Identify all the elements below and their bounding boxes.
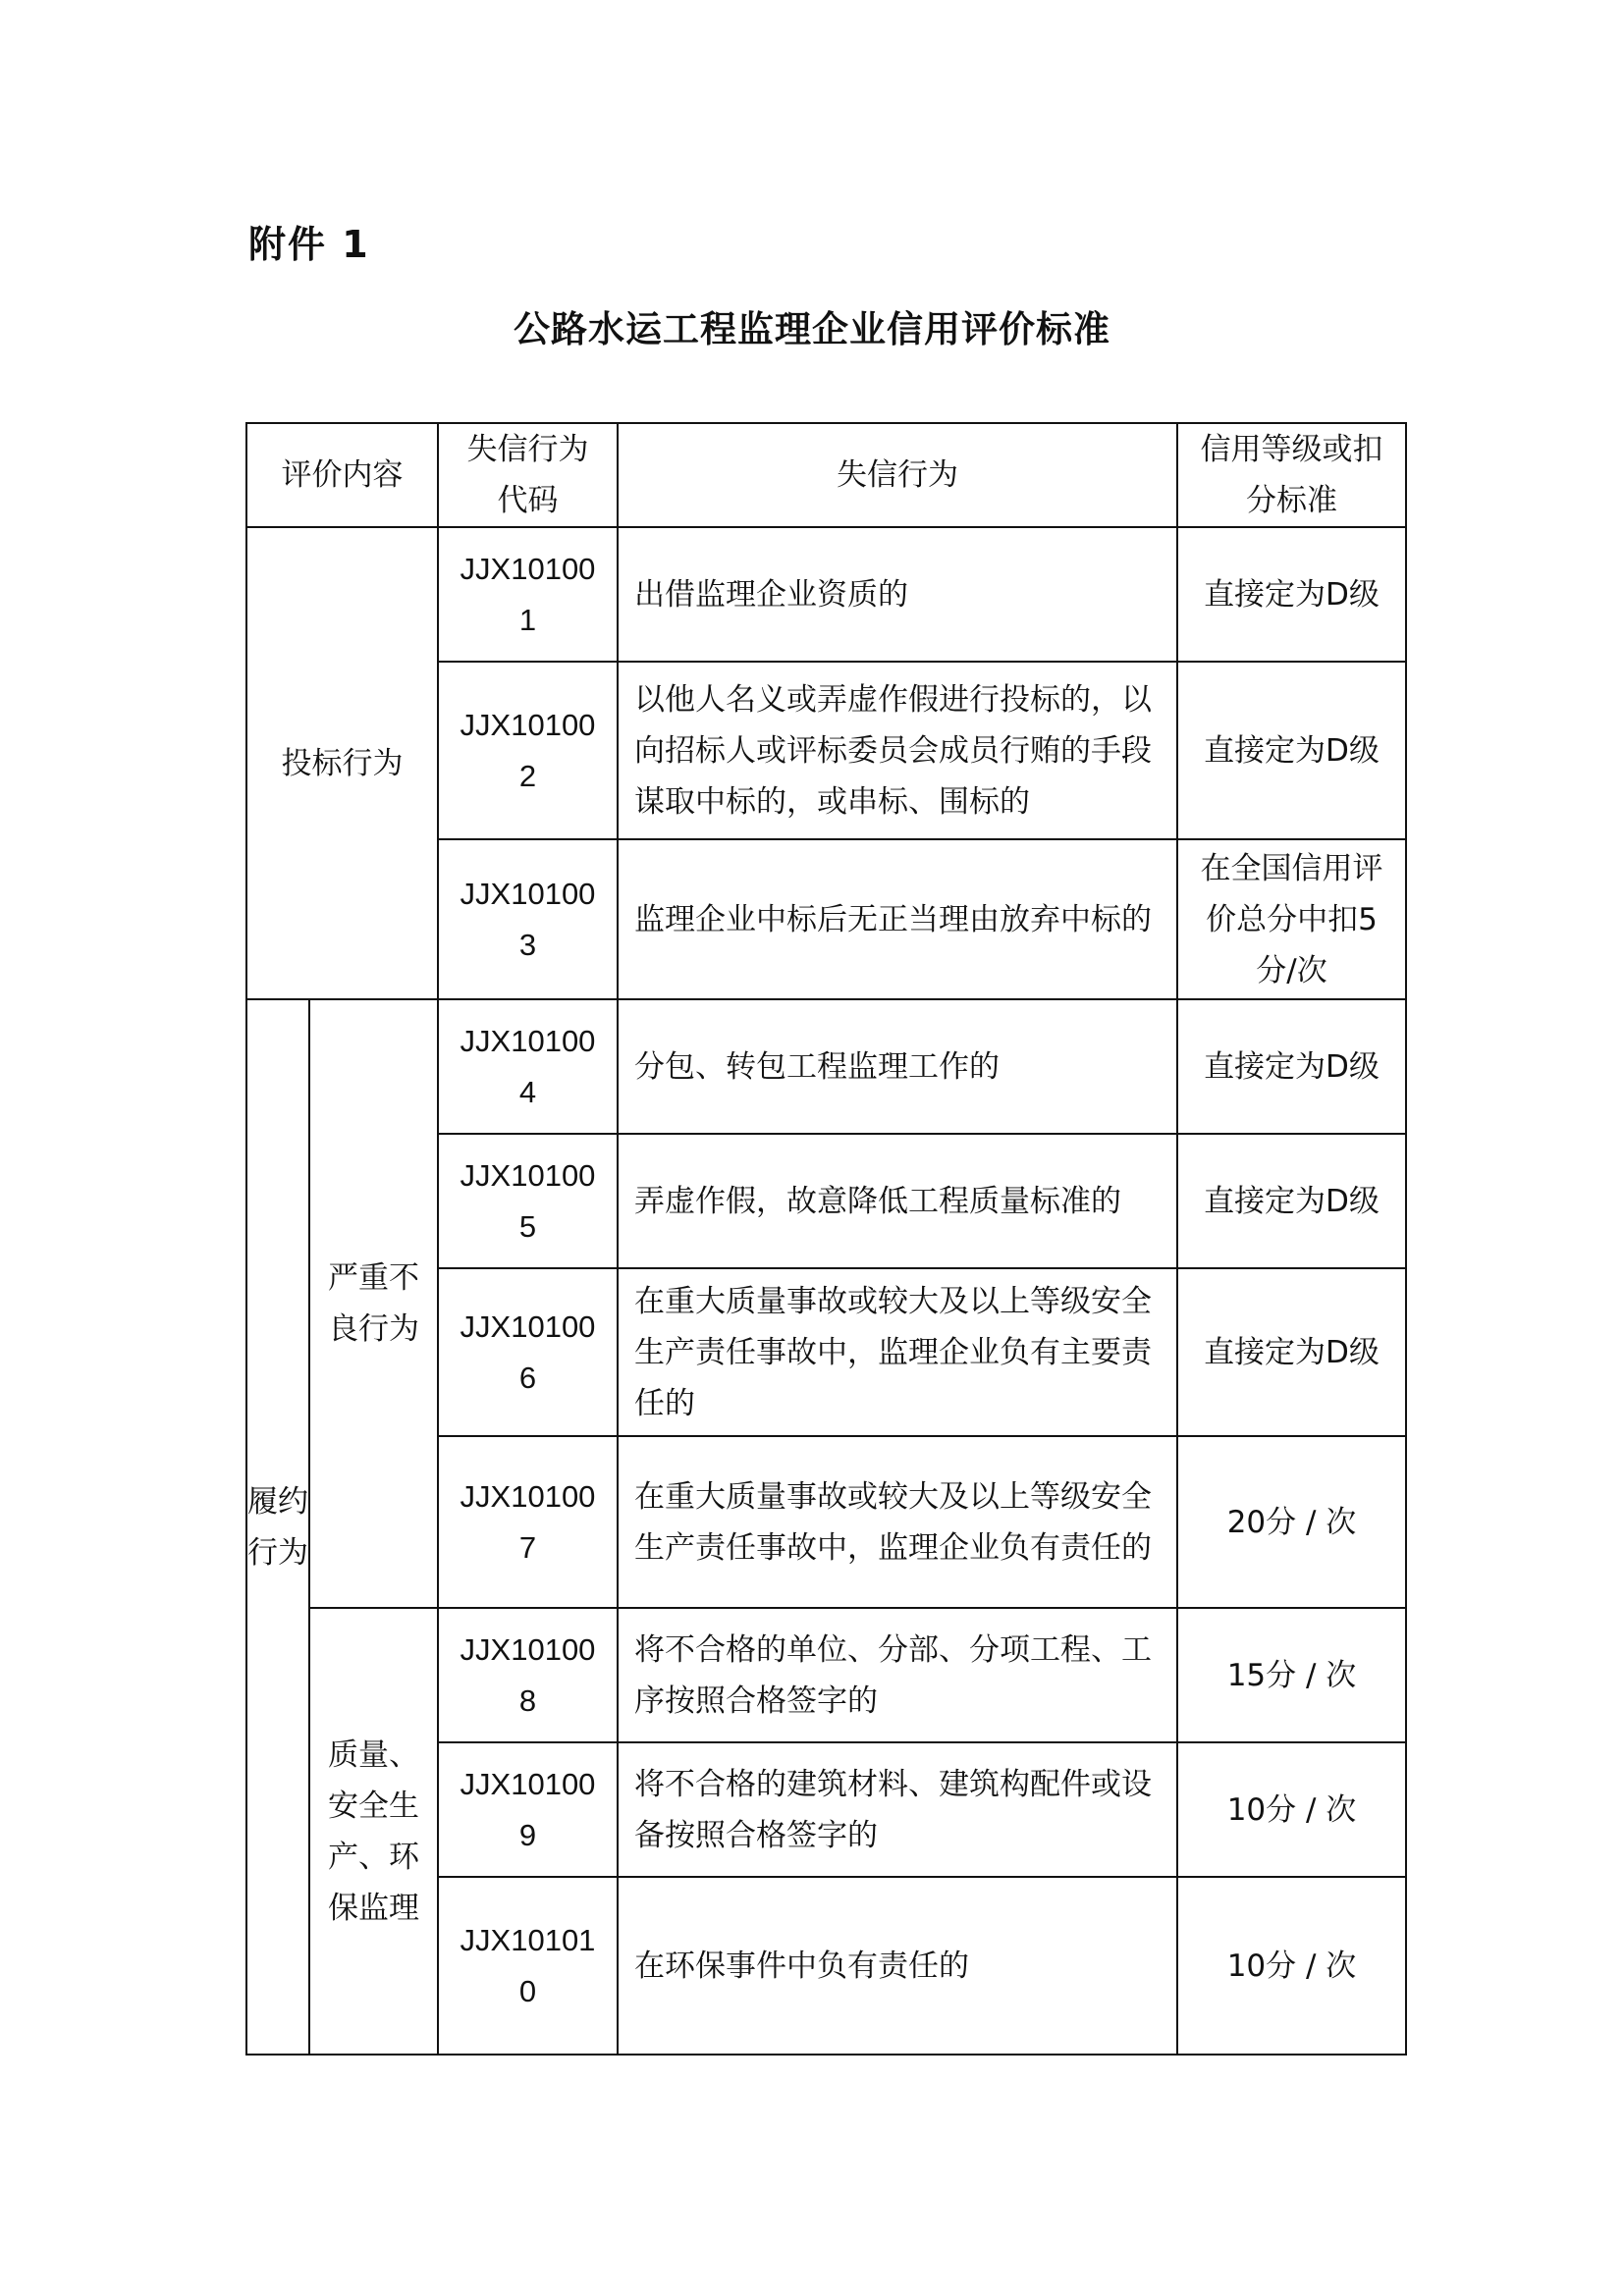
code-part-b: 8 — [518, 1682, 537, 1718]
row-behavior: 在重大质量事故或较大及以上等级安全生产责任事故中，监理企业负有责任的 — [618, 1436, 1177, 1608]
code-part-a: JJX10100 — [460, 1478, 596, 1514]
code-part-a: JJX10100 — [460, 1766, 596, 1801]
row-standard: 10分 / 次 — [1177, 1742, 1406, 1877]
header-grade-line2: 分标准 — [1246, 483, 1337, 518]
group-serious: 严重不良行为 — [309, 999, 438, 1608]
row-code — [438, 527, 618, 662]
header-code-line2: 代码 — [497, 483, 559, 518]
row-behavior: 弄虚作假，故意降低工程质量标准的 — [618, 1134, 1177, 1268]
row-code — [438, 999, 618, 1134]
code-part-a: JJX10101 — [460, 1922, 596, 1957]
code-part-a: JJX10100 — [460, 1631, 596, 1667]
code-part-b: 3 — [518, 927, 537, 962]
row-behavior: 分包、转包工程监理工作的 — [618, 999, 1177, 1134]
table-row — [246, 527, 1406, 662]
row-behavior: 在重大质量事故或较大及以上等级安全生产责任事故中，监理企业负有主要责任的 — [618, 1268, 1177, 1436]
row-code — [438, 1134, 618, 1268]
row-behavior: 出借监理企业资质的 — [618, 527, 1177, 662]
row-code — [438, 1268, 618, 1436]
code-part-b: 4 — [518, 1074, 537, 1109]
row-behavior: 将不合格的单位、分部、分项工程、工序按照合格签字的 — [618, 1608, 1177, 1742]
row-standard: 直接定为D级 — [1177, 999, 1406, 1134]
table-row — [246, 999, 1406, 1134]
row-code — [438, 839, 618, 999]
code-part-b: 0 — [518, 1973, 537, 2008]
code-part-a: JJX10100 — [460, 1308, 596, 1344]
attachment-label: 附件 1 — [248, 223, 370, 266]
header-code-line1: 失信行为 — [466, 432, 589, 467]
row-standard: 直接定为D级 — [1177, 527, 1406, 662]
code-part-b: 5 — [518, 1208, 537, 1244]
header-grade-line1: 信用等级或扣 — [1200, 432, 1383, 467]
row-standard: 在全国信用评价总分中扣5分/次 — [1177, 839, 1406, 999]
row-behavior: 监理企业中标后无正当理由放弃中标的 — [618, 839, 1177, 999]
code-part-b: 2 — [518, 758, 537, 793]
code-part-b: 1 — [518, 602, 537, 637]
row-code — [438, 1436, 618, 1608]
code-part-a: JJX10100 — [460, 1157, 596, 1193]
group-quality: 质量、安全生产、环保监理 — [309, 1608, 438, 2055]
group-performance: 履约行为 — [246, 999, 309, 2055]
header-grade — [1177, 423, 1406, 527]
table-row — [246, 1608, 1406, 1742]
table-header-row — [246, 423, 1406, 527]
row-standard: 20分 / 次 — [1177, 1436, 1406, 1608]
row-standard: 10分 / 次 — [1177, 1877, 1406, 2055]
page-title: 公路水运工程监理企业信用评价标准 — [514, 308, 1110, 350]
header-code — [438, 423, 618, 527]
row-code — [438, 1608, 618, 1742]
row-standard: 15分 / 次 — [1177, 1608, 1406, 1742]
row-code — [438, 1877, 618, 2055]
code-part-a: JJX10100 — [460, 876, 596, 911]
row-standard: 直接定为D级 — [1177, 662, 1406, 839]
row-behavior: 以他人名义或弄虚作假进行投标的，以向招标人或评标委员会成员行贿的手段谋取中标的，或串标、围标的 — [618, 662, 1177, 839]
code-part-a: JJX10100 — [460, 707, 596, 742]
row-standard: 直接定为D级 — [1177, 1268, 1406, 1436]
row-standard: 直接定为D级 — [1177, 1134, 1406, 1268]
row-behavior: 在环保事件中负有责任的 — [618, 1877, 1177, 2055]
code-part-b: 6 — [518, 1360, 537, 1395]
code-part-b: 7 — [518, 1529, 537, 1565]
header-behavior: 失信行为 — [618, 423, 1177, 527]
credit-standard-table — [245, 422, 1407, 2056]
code-part-a: JJX10100 — [460, 551, 596, 586]
code-part-a: JJX10100 — [460, 1023, 596, 1058]
code-part-b: 9 — [518, 1817, 537, 1852]
row-code — [438, 662, 618, 839]
row-code — [438, 1742, 618, 1877]
header-content: 评价内容 — [246, 423, 438, 527]
row-behavior: 将不合格的建筑材料、建筑构配件或设备按照合格签字的 — [618, 1742, 1177, 1877]
group-bidding: 投标行为 — [246, 527, 438, 999]
